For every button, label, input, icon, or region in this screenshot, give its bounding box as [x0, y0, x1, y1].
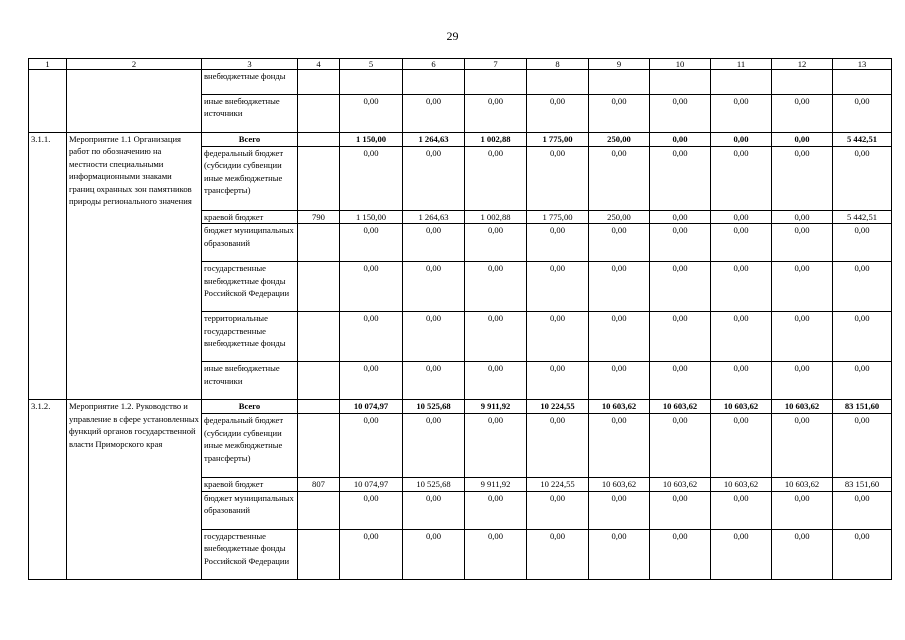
value-cell: 0,00	[772, 211, 833, 224]
value-cell: 1 264,63	[403, 211, 465, 224]
header-row	[29, 59, 892, 70]
value-cell: 0,00	[650, 147, 711, 211]
value-cell: 0,00	[340, 312, 403, 362]
value-cell: 0,00	[403, 262, 465, 312]
value-cell: 0,00	[833, 262, 892, 312]
item-name: Мероприятие 1.1 Организация работ по обозначению на местности специальными информационными знаками границ охранных зон памятников природы регионального значения	[67, 133, 202, 400]
value-cell: 0,00	[589, 147, 650, 211]
value-cell: 0,00	[340, 224, 403, 262]
page-number: 29	[446, 29, 459, 43]
value-cell: 0,00	[527, 95, 589, 133]
value-cell: 0,00	[403, 414, 465, 478]
value-cell: 0,00	[340, 491, 403, 529]
code-cell	[298, 133, 340, 147]
value-cell: 0,00	[772, 414, 833, 478]
value-cell: 0,00	[772, 147, 833, 211]
source-cell: государственные внебюджетные фонды Российской Федерации	[202, 262, 298, 312]
code-cell	[298, 70, 340, 95]
value-cell: 0,00	[589, 362, 650, 400]
value-cell: 0,00	[403, 529, 465, 579]
value-cell: 0,00	[465, 362, 527, 400]
value-cell: 0,00	[772, 224, 833, 262]
value-cell: 0,00	[589, 529, 650, 579]
value-cell: 0,00	[403, 362, 465, 400]
column-header: 13	[833, 59, 892, 70]
value-cell: 10 224,55	[527, 478, 589, 491]
value-cell: 0,00	[589, 95, 650, 133]
value-cell: 0,00	[833, 529, 892, 579]
value-cell: 0,00	[772, 262, 833, 312]
value-cell: 0,00	[650, 491, 711, 529]
value-cell: 0,00	[833, 312, 892, 362]
value-cell: 0,00	[465, 262, 527, 312]
value-cell: 0,00	[465, 529, 527, 579]
value-cell: 0,00	[711, 147, 772, 211]
source-cell: территориальные государственные внебюджетные фонды	[202, 312, 298, 362]
value-cell: 0,00	[711, 133, 772, 147]
column-header: 12	[772, 59, 833, 70]
code-cell	[298, 262, 340, 312]
value-cell: 0,00	[527, 414, 589, 478]
value-cell: 10 224,55	[527, 400, 589, 414]
value-cell: 10 603,62	[772, 400, 833, 414]
value-cell: 0,00	[711, 414, 772, 478]
column-header: 9	[589, 59, 650, 70]
value-cell: 0,00	[403, 224, 465, 262]
column-header: 2	[67, 59, 202, 70]
name-cell	[67, 70, 202, 133]
value-cell: 250,00	[589, 133, 650, 147]
value-cell: 0,00	[772, 133, 833, 147]
column-header: 3	[202, 59, 298, 70]
value-cell: 0,00	[589, 414, 650, 478]
code-cell	[298, 414, 340, 478]
value-cell: 0,00	[403, 491, 465, 529]
column-header: 11	[711, 59, 772, 70]
value-cell: 10 525,68	[403, 400, 465, 414]
value-cell: 1 775,00	[527, 211, 589, 224]
value-cell: 0,00	[589, 312, 650, 362]
number-cell	[29, 70, 67, 133]
value-cell: 1 775,00	[527, 133, 589, 147]
table-row	[29, 133, 892, 147]
source-cell: государственные внебюджетные фонды Российской Федерации	[202, 529, 298, 579]
item-number: 3.1.2.	[29, 400, 67, 579]
value-cell: 1 150,00	[340, 211, 403, 224]
value-cell: 0,00	[527, 224, 589, 262]
column-header: 6	[403, 59, 465, 70]
value-cell: 10 603,62	[589, 400, 650, 414]
code-cell	[298, 147, 340, 211]
value-cell: 0,00	[340, 147, 403, 211]
value-cell: 0,00	[465, 95, 527, 133]
value-cell	[589, 70, 650, 95]
value-cell: 10 603,62	[711, 400, 772, 414]
value-cell: 0,00	[772, 529, 833, 579]
value-cell: 9 911,92	[465, 478, 527, 491]
value-cell: 0,00	[340, 362, 403, 400]
value-cell: 0,00	[527, 312, 589, 362]
table-body	[29, 59, 892, 580]
value-cell: 0,00	[650, 312, 711, 362]
table-row	[29, 400, 892, 414]
value-cell: 0,00	[403, 95, 465, 133]
value-cell: 10 074,97	[340, 478, 403, 491]
value-cell: 0,00	[527, 262, 589, 312]
source-cell: иные внебюджетные источники	[202, 362, 298, 400]
source-cell: бюджет муниципальных образований	[202, 491, 298, 529]
value-cell: 0,00	[650, 362, 711, 400]
value-cell: 83 151,60	[833, 400, 892, 414]
value-cell: 0,00	[465, 224, 527, 262]
value-cell: 0,00	[465, 491, 527, 529]
code-cell	[298, 95, 340, 133]
value-cell: 5 442,51	[833, 211, 892, 224]
column-header: 5	[340, 59, 403, 70]
value-cell	[403, 70, 465, 95]
value-cell: 0,00	[527, 529, 589, 579]
value-cell: 0,00	[650, 414, 711, 478]
value-cell: 0,00	[711, 529, 772, 579]
value-cell: 0,00	[340, 262, 403, 312]
column-header: 4	[298, 59, 340, 70]
value-cell: 0,00	[833, 224, 892, 262]
value-cell: 0,00	[833, 95, 892, 133]
value-cell: 1 150,00	[340, 133, 403, 147]
value-cell: 1 002,88	[465, 133, 527, 147]
value-cell: 10 603,62	[772, 478, 833, 491]
value-cell: 0,00	[711, 211, 772, 224]
column-header: 1	[29, 59, 67, 70]
value-cell: 0,00	[711, 312, 772, 362]
value-cell: 0,00	[711, 95, 772, 133]
value-cell: 0,00	[589, 224, 650, 262]
table-row	[29, 70, 892, 95]
value-cell: 1 264,63	[403, 133, 465, 147]
value-cell: 0,00	[465, 414, 527, 478]
code-cell	[298, 224, 340, 262]
value-cell: 0,00	[772, 95, 833, 133]
source-cell: Всего	[202, 400, 298, 414]
code-cell	[298, 312, 340, 362]
value-cell: 0,00	[340, 414, 403, 478]
value-cell: 0,00	[833, 491, 892, 529]
value-cell: 10 525,68	[403, 478, 465, 491]
value-cell: 0,00	[772, 312, 833, 362]
value-cell: 9 911,92	[465, 400, 527, 414]
value-cell: 0,00	[711, 491, 772, 529]
value-cell	[833, 70, 892, 95]
value-cell: 0,00	[527, 362, 589, 400]
value-cell: 10 074,97	[340, 400, 403, 414]
value-cell: 0,00	[340, 95, 403, 133]
item-name: Мероприятие 1.2. Руководство и управление в сфере установленных функций органов государственной власти Приморского края	[67, 400, 202, 579]
value-cell	[650, 70, 711, 95]
value-cell: 0,00	[650, 529, 711, 579]
value-cell: 0,00	[711, 362, 772, 400]
value-cell: 0,00	[772, 491, 833, 529]
value-cell: 0,00	[833, 414, 892, 478]
value-cell: 83 151,60	[833, 478, 892, 491]
budget-table	[28, 58, 892, 580]
value-cell: 10 603,62	[711, 478, 772, 491]
value-cell: 0,00	[833, 362, 892, 400]
value-cell	[340, 70, 403, 95]
value-cell: 10 603,62	[650, 478, 711, 491]
value-cell: 0,00	[465, 312, 527, 362]
source-cell: Всего	[202, 133, 298, 147]
value-cell: 0,00	[465, 147, 527, 211]
value-cell: 0,00	[650, 95, 711, 133]
value-cell	[527, 70, 589, 95]
code-cell: 790	[298, 211, 340, 224]
value-cell: 0,00	[650, 211, 711, 224]
value-cell: 0,00	[403, 312, 465, 362]
code-cell	[298, 362, 340, 400]
value-cell: 0,00	[772, 362, 833, 400]
source-cell: иные внебюджетные источники	[202, 95, 298, 133]
column-header: 7	[465, 59, 527, 70]
code-cell	[298, 491, 340, 529]
value-cell: 0,00	[833, 147, 892, 211]
value-cell: 0,00	[527, 491, 589, 529]
source-cell: федеральный бюджет (субсидии субвенции иные межбюджетные трансферты)	[202, 147, 298, 211]
value-cell: 0,00	[650, 262, 711, 312]
value-cell: 0,00	[650, 224, 711, 262]
column-header: 8	[527, 59, 589, 70]
value-cell: 5 442,51	[833, 133, 892, 147]
value-cell: 250,00	[589, 211, 650, 224]
source-cell: внебюджетные фонды	[202, 70, 298, 95]
value-cell	[465, 70, 527, 95]
value-cell: 0,00	[711, 224, 772, 262]
source-cell: бюджет муниципальных образований	[202, 224, 298, 262]
code-cell: 807	[298, 478, 340, 491]
code-cell	[298, 529, 340, 579]
value-cell: 0,00	[403, 147, 465, 211]
value-cell: 0,00	[589, 262, 650, 312]
item-number: 3.1.1.	[29, 133, 67, 400]
value-cell: 1 002,88	[465, 211, 527, 224]
value-cell: 0,00	[589, 491, 650, 529]
code-cell	[298, 400, 340, 414]
column-header: 10	[650, 59, 711, 70]
value-cell	[772, 70, 833, 95]
source-cell: краевой бюджет	[202, 478, 298, 491]
value-cell: 0,00	[527, 147, 589, 211]
source-cell: федеральный бюджет (субсидии субвенции иные межбюджетные трансферты)	[202, 414, 298, 478]
value-cell: 10 603,62	[650, 400, 711, 414]
value-cell: 10 603,62	[589, 478, 650, 491]
value-cell	[711, 70, 772, 95]
value-cell: 0,00	[340, 529, 403, 579]
source-cell: краевой бюджет	[202, 211, 298, 224]
value-cell: 0,00	[711, 262, 772, 312]
value-cell: 0,00	[650, 133, 711, 147]
